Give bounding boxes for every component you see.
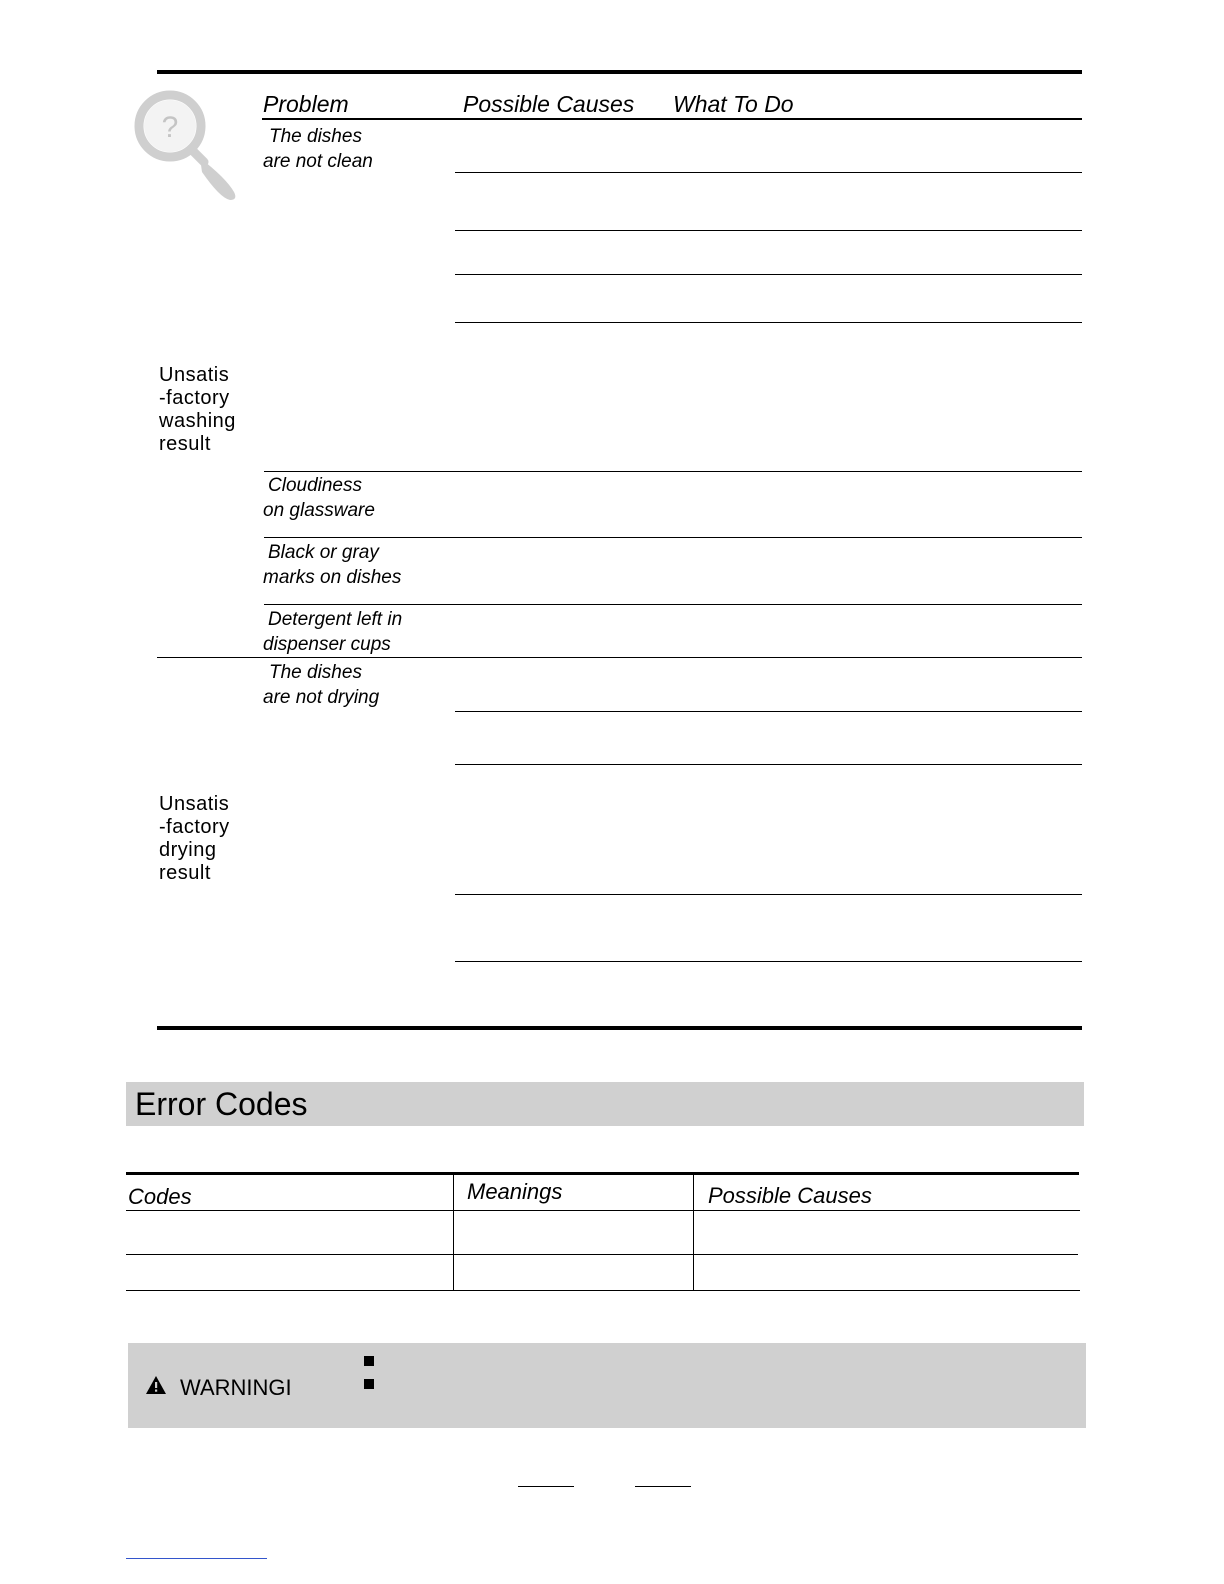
row-divider [455,764,1082,765]
problem-line1: The dishes [269,662,362,683]
problem-line1: Detergent left in [268,609,403,630]
problem-black-gray-marks [263,540,401,590]
header-problem: Problem [263,91,349,117]
top-rule [157,70,1082,74]
row-divider [455,322,1082,323]
header-possible-causes: Possible Causes [708,1183,872,1208]
row-divider [455,230,1082,231]
category-drying: Unsatis -factory drying result [159,793,230,884]
row-divider [264,537,1082,538]
row-divider [264,471,1082,472]
problem-line2: marks on dishes [263,567,402,588]
problem-detergent-left [263,607,402,657]
error-codes-banner [126,1082,1084,1126]
section-title: Error Codes [135,1086,308,1122]
warning-triangle-icon [145,1375,167,1395]
bottom-rule [157,1026,1082,1030]
problem-cloudiness [263,473,375,523]
column-divider [453,1175,454,1290]
row-divider [455,894,1082,895]
error-table-row-divider [126,1254,1078,1255]
problem-line1: Cloudiness [268,475,362,496]
row-divider [455,961,1082,962]
problem-line1: Black or gray [268,542,379,563]
header-meanings: Meanings [467,1179,563,1204]
warning-label: WARNINGI [180,1375,292,1400]
problem-dishes-not-drying [263,660,379,710]
problem-line2: on glassware [263,500,375,521]
category-washing: Unsatis -factory washing result [159,364,236,455]
header-codes: Codes [128,1184,192,1209]
bullet-marker [364,1356,374,1366]
row-divider [455,172,1082,173]
row-divider [455,711,1082,712]
warning-box [128,1343,1086,1428]
problem-line1: The dishes [269,126,362,147]
error-table-bottom-rule [126,1290,1080,1291]
problem-line2: are not drying [263,687,380,708]
bullet-marker [364,1379,374,1389]
header-underline [262,118,1082,120]
row-divider [264,604,1082,605]
footer-underline [635,1486,691,1487]
row-divider [455,274,1082,275]
problem-line2: dispenser cups [263,634,391,655]
column-divider [693,1175,694,1290]
header-what-to-do: What To Do [673,91,794,117]
footer-link-underline[interactable] [126,1558,267,1559]
problem-dishes-not-clean [263,124,373,174]
problem-line2: are not clean [263,151,373,172]
footer-underline [518,1486,574,1487]
section-divider [157,657,1082,658]
header-possible-causes: Possible Causes [463,91,635,117]
error-table-row-divider [126,1210,1080,1211]
svg-text:?: ? [161,111,179,144]
error-table-top-rule [126,1172,1079,1175]
magnifier-question-icon [130,86,242,204]
